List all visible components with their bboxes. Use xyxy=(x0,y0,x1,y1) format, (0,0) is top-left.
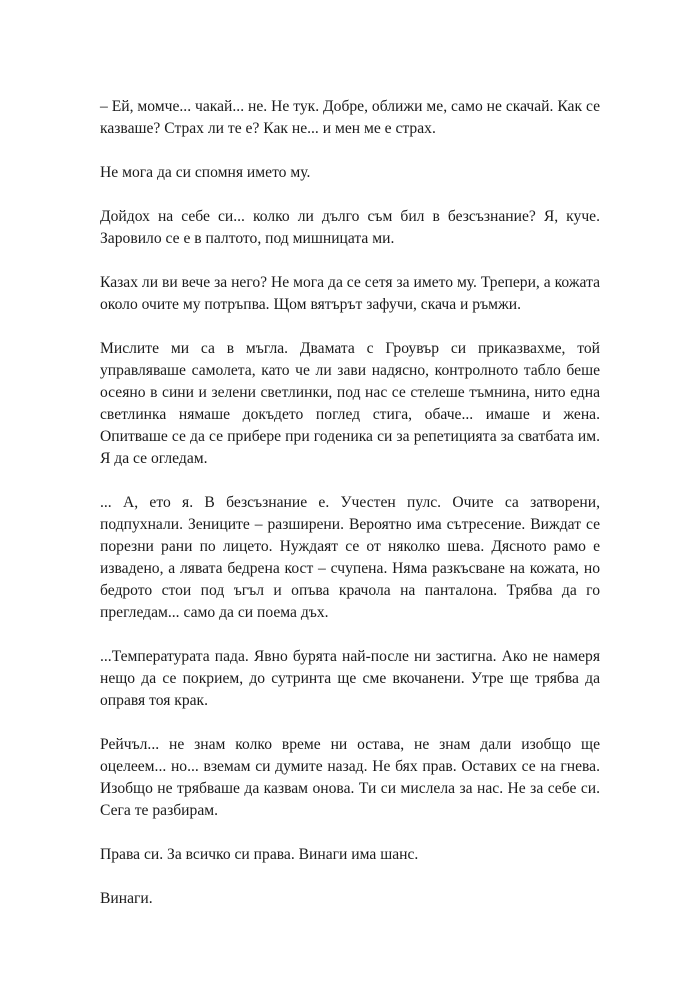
paragraph-10: Винаги. xyxy=(100,890,153,907)
paragraph-2: Не мога да си спомня името му. xyxy=(100,164,311,181)
paragraph-8: Рейчъл... не знам колко време ни остава, не знам дали изобщо ще оцелеем... но... вземам си думите назад. Не бях прав. Оставих се на гнева. Изобщо не трябваше да казвам онова. Ти си мислела за нас. Не за себе си. Сега те разбирам. xyxy=(100,736,600,819)
paragraph-4: Казах ли ви вече за него? Не мога да се сетя за името му. Трепери, а кожата около очите му потръпва. Щом вятърът зафучи, скача и ръмжи. xyxy=(100,274,600,313)
paragraph-9: Права си. За всичко си права. Винаги има шанс. xyxy=(100,846,419,863)
paragraph-1: – Ей, момче... чакай... не. Не тук. Добре, оближи ме, само не скачай. Как се казваше? Страх ли те е? Как не... и мен ме е страх. xyxy=(100,98,600,137)
paragraph-3: Дойдох на себе си... колко ли дълго съм бил в безсъзнание? Я, куче. Заровило се е в палтото, под мишницата ми. xyxy=(100,208,600,247)
document-page xyxy=(100,96,600,910)
paragraph-6: ... А, ето я. В безсъзнание е. Учестен пулс. Очите са затворени, подпухнали. Зениците – разширени. Вероятно има сътресение. Виждат се порезни рани по лицето. Нуждаят се от няколко шева. Дясното рамо е извадено, а лявата бедрена кост – счупена. Няма разкъсване на кожата, но бедрото стои под ъгъл и опъва крачола на панталона. Трябва да го прегледам... само да си поема дъх. xyxy=(100,494,600,621)
paragraph-7: ...Температурата пада. Явно бурята най-после ни застигна. Ако не намеря нещо да се покрием, до сутринта ще сме вкочанени. Утре ще трябва да оправя тоя крак. xyxy=(100,648,600,709)
paragraph-5: Мислите ми са в мъгла. Двамата с Гроувър си приказвахме, той управляваше самолета, като че ли зави надясно, контролното табло беше осеяно в сини и зелени светлинки, под нас се стелеше тъмнина, нито една светлинка нямаше докъдето поглед стига, обаче... имаше и жена. Опитваше се да се прибере при годеника си за репетицията за сватбата им. Я да се огледам. xyxy=(100,340,600,467)
